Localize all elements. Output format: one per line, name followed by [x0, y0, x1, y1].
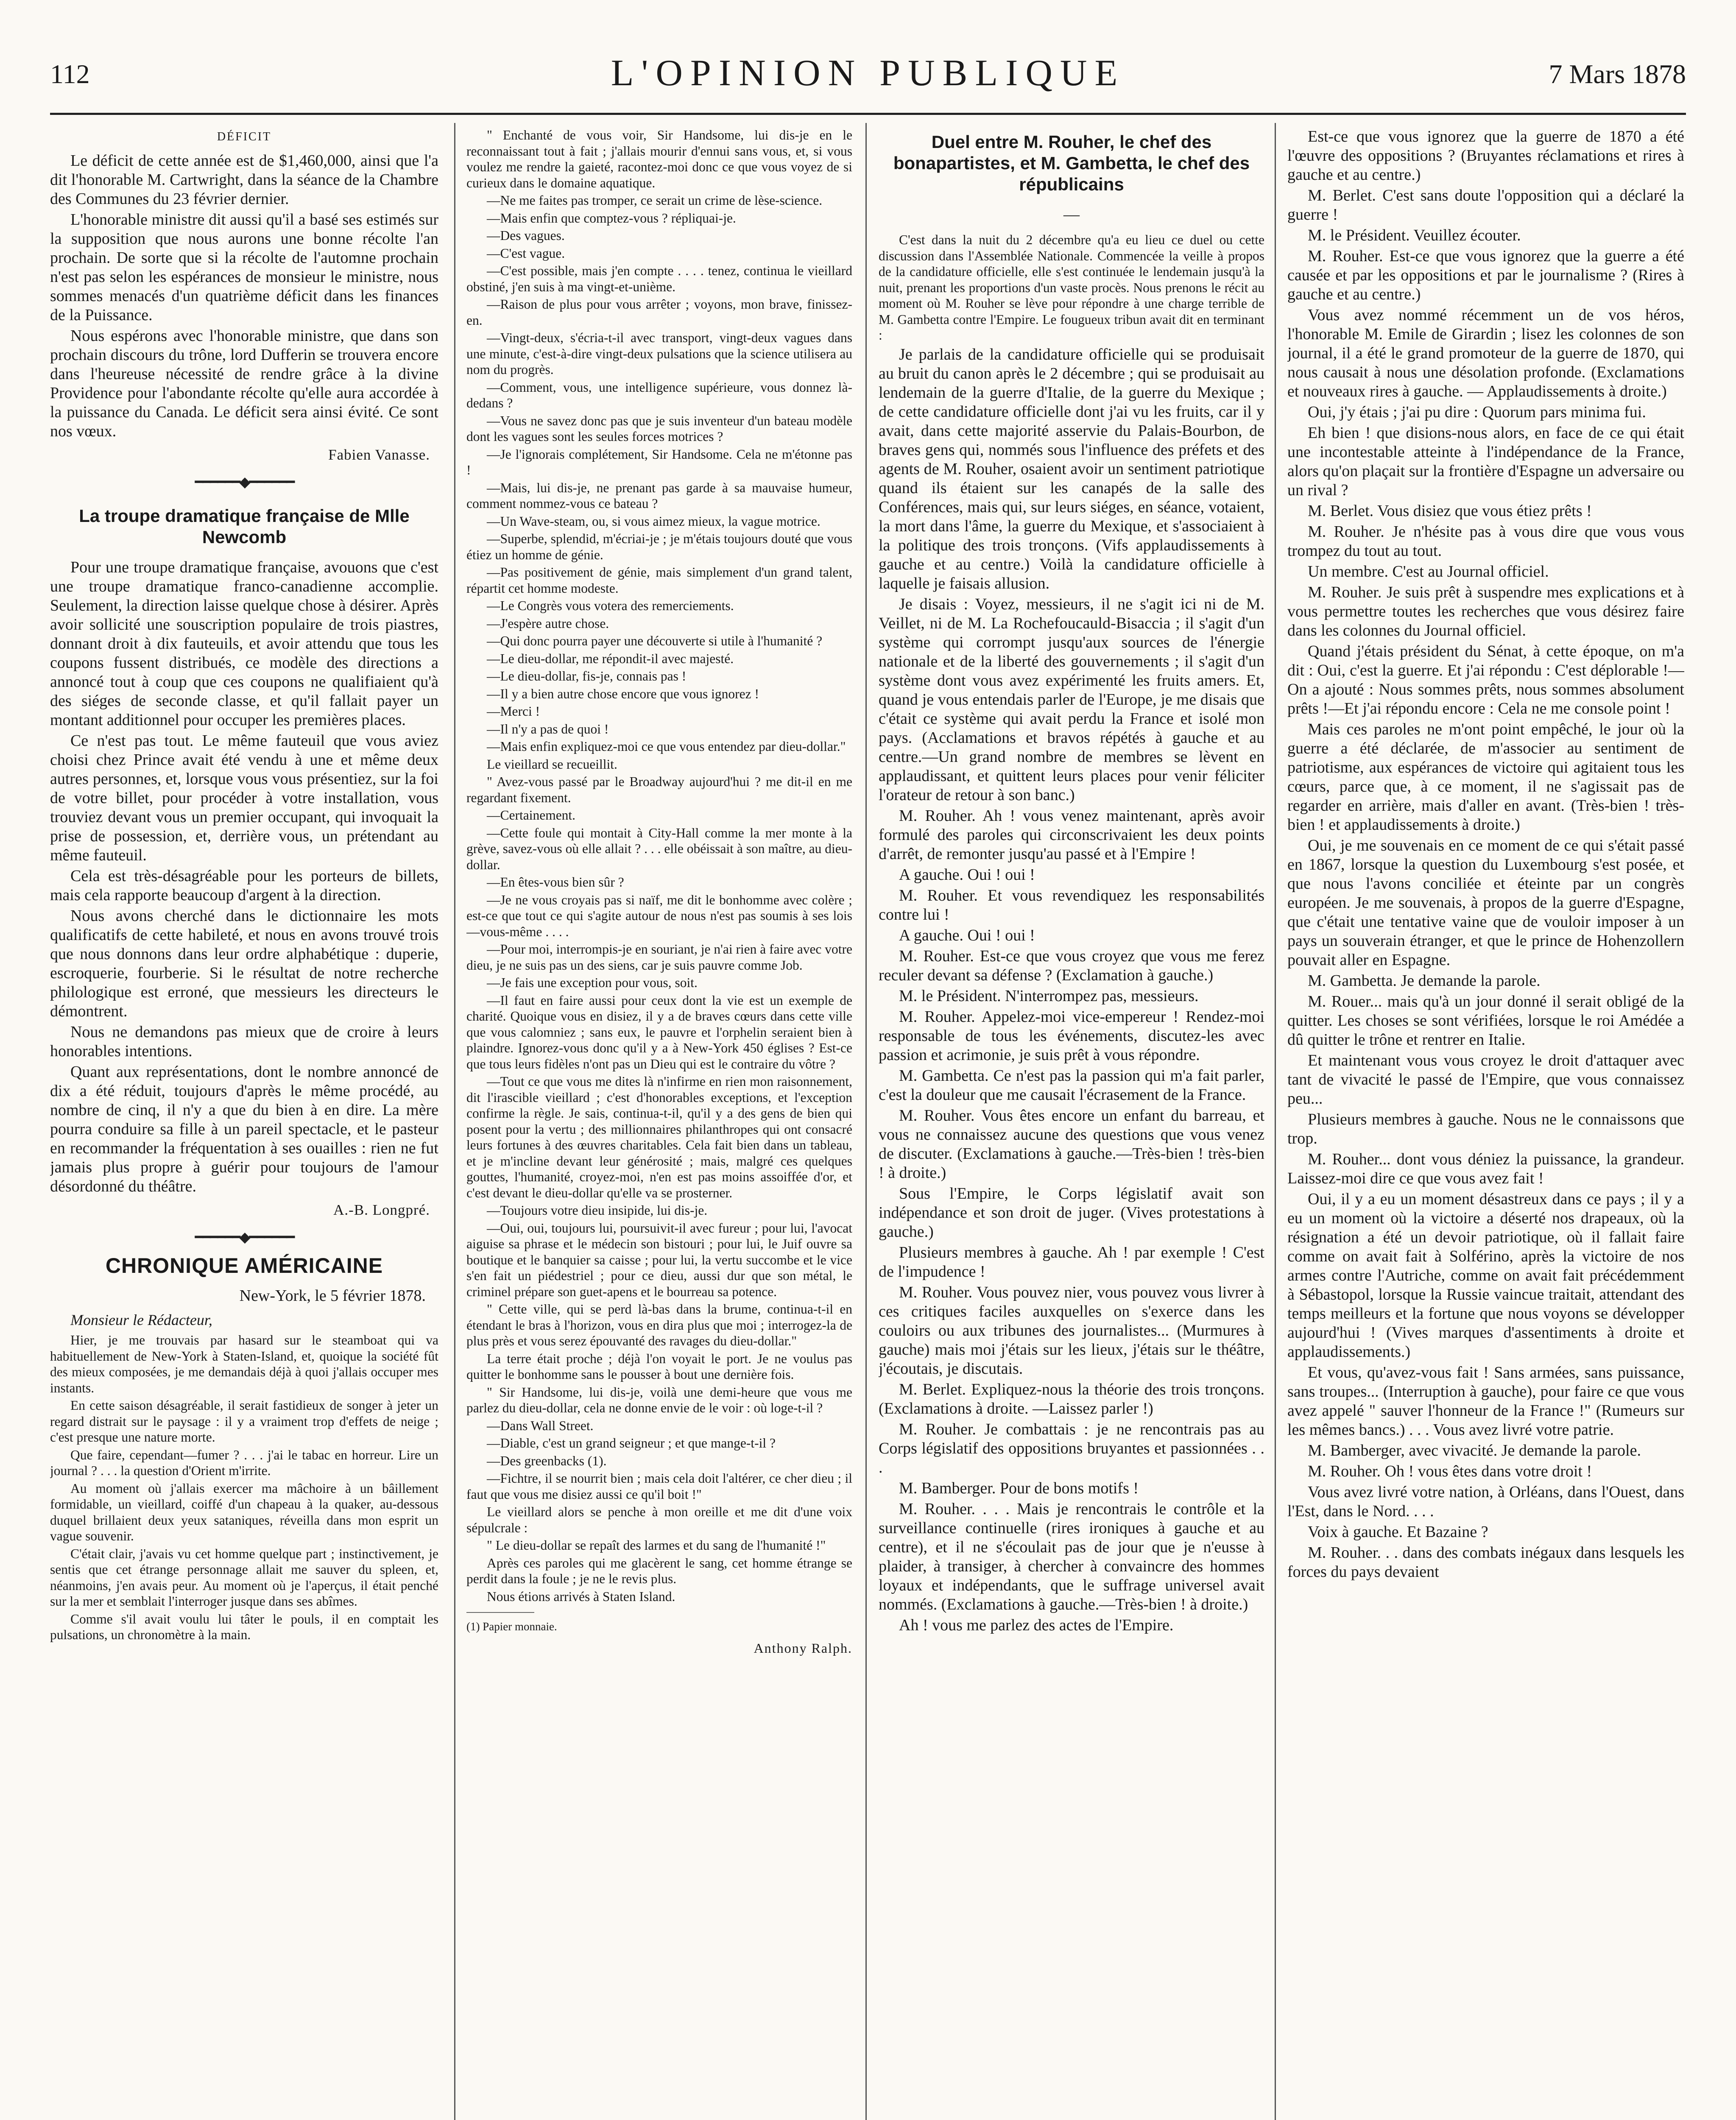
paragraph: " Le dieu-dollar se repaît des larmes et du sang de l'humanité !" [487, 1538, 826, 1553]
paragraph: —Le dieu-dollar, me répondit-il avec majesté. [487, 651, 734, 666]
paragraph: —Des vagues. [487, 228, 565, 243]
masthead [50, 46, 1686, 109]
masthead-rule [50, 113, 1686, 115]
troupe-heading: La troupe dramatique française de Mlle Newcomb [79, 506, 410, 547]
paragraph: M. Rouher. Et vous revendiquez les responsabilités contre lui ! [879, 886, 1264, 923]
paragraph: Le vieillard alors se penche à mon oreille et me dit d'une voix sépulcrale : [466, 1504, 852, 1535]
paragraph: M. Rouher. Je suis prêt à suspendre mes explications et à vous permettre toutes les recherches que vous désirez faire dans les colonnes du Journal officiel. [1287, 583, 1684, 639]
paragraph: —Mais, lui dis-je, ne prenant pas garde à sa mauvaise humeur, comment nommez-vous ce bateau ? [466, 480, 852, 511]
paragraph: M. Berlet. Expliquez-nous la théorie des trois tronçons. (Exclamations à droite. —Laissez parler !) [879, 1380, 1264, 1417]
paragraph: Je disais : Voyez, messieurs, il ne s'agit ici ni de M. Veillet, ni de M. La Rochefoucauld-Bisaccia ; il s'agit d'un système qui corrompt jusqu'aux sources de l'énergie nationale et de la liberté des gouvernements ; il s'agit d'un système dont vous avez expérimenté les fruits amers. Et, quand je vous entendais parler de l'Europe, je me disais que c'était ce système qui avait perdu la France et isolé mon pays. (Acclamations et bravos répétés à gauche et au centre.—Un grand nombre de membres se lèvent en applaudissant, et quittent leurs places pour venir féliciter l'orateur de retour à son banc.) [879, 595, 1264, 804]
paragraph: Nous étions arrivés à Staten Island. [487, 1589, 675, 1604]
paragraph: —Je ne vous croyais pas si naïf, me dit le bonhomme avec colère ; est-ce que tout ce qui s'agite autour de nous n'est pas soumis à ses lois—vous-même . . . . [466, 892, 852, 939]
paragraph: A gauche. Oui ! oui ! [899, 865, 1035, 884]
heading-dash: — [1063, 206, 1080, 223]
paragraph: M. Rouer... mais qu'à un jour donné il serait obligé de la quitter. Les choses se sont vérifiées, lorsque le roi Amédée a dû quitter le trône et rentrer en Italie. [1287, 993, 1684, 1049]
paragraph: —Ne me faites pas tromper, ce serait un crime de lèse-science. [487, 193, 823, 208]
paragraph: M. Rouher. . . . Mais je rencontrais le contrôle et la surveillance continuelle (rires ironiques à gauche et au centre), et il ne s'écoulait pas de jour que je n'eusse à plaider, à transiger, à chercher à convaincre des hommes loyaux et indépendants, que le suffrage universel avait nommés. (Exclamations à gauche.—Très-bien ! à droite.) [879, 1500, 1264, 1613]
paragraph: En cette saison désagréable, il serait fastidieux de songer à jeter un regard distrait sur le paysage : il y a vraiment trop d'effets de neige ; c'est presque une nature morte. [50, 1398, 438, 1445]
paragraph: C'est dans la nuit du 2 décembre qu'a eu lieu ce duel ou cette discussion dans l'Assemblée Nationale. Commencée la veille à propos de la candidature officielle, elle s'est continuée le lendemain jusqu'à la nuit, prenant les proportions d'un vaste procès. Nous prenons le récit au moment où M. Rouher se lève pour répondre à une charge terrible de M. Gambetta contre l'Empire. Le fougueux tribun avait dit en terminant : [879, 232, 1264, 343]
paragraph: M. Rouher. . . dans des combats inégaux dans lesquels les forces du pays devaient [1287, 1544, 1684, 1581]
footnote: (1) Papier monnaie. [466, 1612, 534, 1636]
paragraph: M. Rouher. Je n'hésite pas à vous dire que vous vous trompez du tout au tout. [1287, 523, 1684, 560]
paragraph: A gauche. Oui ! oui ! [899, 926, 1035, 944]
column-separator [454, 123, 455, 2120]
issue-date: 7 Mars 1878 [1549, 59, 1686, 89]
paragraph: Nous avons cherché dans le dictionnaire les mots qualificatifs de cette habileté, et nous en avons trouvé trois que nous donnons dans leur ordre alphabétique : duperie, escroquerie, fourberie. Si le résultat de notre recherche philologique est erroné, que messieurs les directeurs le démontrent. [50, 907, 438, 1020]
deficit-signature: Fabien Vanasse. [328, 446, 430, 463]
paragraph: —Dans Wall Street. [487, 1418, 594, 1433]
paragraph: Et vous, qu'avez-vous fait ! Sans armées, sans puissance, sans troupes... (Interruption à gauche), pour faire ce que vous avez appelé " sauver l'honneur de la France !" (Rumeurs sur les mêmes bancs.) . . . Vous avez livré votre patrie. [1287, 1364, 1684, 1439]
paragraph: —Il n'y a pas de quoi ! [487, 721, 609, 736]
paragraph: —En êtes-vous bien sûr ? [487, 875, 624, 890]
paragraph: —Vous ne savez donc pas que je suis inventeur d'un bateau modèle dont les vagues sont les seules forces motrices ? [466, 413, 852, 444]
paragraph: M. Bamberger. Pour de bons motifs ! [899, 1479, 1139, 1497]
paragraph: M. Rouher. Ah ! vous venez maintenant, après avoir formulé des paroles qui circonscrivaient les deux points d'arrêt, de remonter jusqu'au passé et à l'Empire ! [879, 806, 1264, 863]
paragraph: C'était clair, j'avais vu cet homme quelque part ; instinctivement, je sentis que cet étrange personnage allait me sauver du spleen, et, néanmoins, j'en avais peur. Au moment où je l'aperçus, il était penché sur la mer et semblait l'interroger jusque dans ses abîmes. [50, 1546, 438, 1609]
paragraph: —Tout ce que vous me dites là n'infirme en rien mon raisonnement, dit l'irascible vieillard ; c'est d'honorables exceptions, et l'exception confirme la règle. Je sais, continua-t-il, qu'il y a des gens de bien qui posent pour la vertu ; des millionnaires philanthropes qui ont consacré leurs fortunes à des œuvres charitables. Cela fait bien dans un tableau, et je m'incline devant leur générosité ; mais, malgré ces quelques gouttes, l'humanité, croyez-moi, n'en est pas moins assoiffée d'or, et c'est devant le dieu-dollar qu'elle va se prosterner. [466, 1074, 852, 1200]
paragraph: —C'est possible, mais j'en compte . . . . tenez, continua le vieillard obstiné, j'en suis à ma vingt-et-unième. [466, 263, 852, 294]
paragraph: M. Berlet. C'est sans doute l'opposition qui a déclaré la guerre ! [1287, 187, 1684, 223]
chronique-signature: Anthony Ralph. [754, 1640, 852, 1656]
paragraph: M. Rouher. Appelez-moi vice-empereur ! Rendez-moi responsable de tous les événements, discutez-les avec passion et acrimonie, je suis prêt à vous répondre. [879, 1007, 1264, 1064]
paragraph: —J'espère autre chose. [487, 616, 609, 631]
paragraph: Vous avez nommé récemment un de vos héros, l'honorable M. Emile de Girardin ; lisez les colonnes de son journal, il a été le grand promoteur de la guerre de 1870, qui nous causait à nous une désolation profonde. (Exclamations et nouveaux rires à gauche. — Applaudissements à droite.) [1287, 306, 1684, 400]
paragraph: —Comment, vous, une intelligence supérieure, vous donnez là-dedans ? [466, 379, 852, 410]
paragraph: Est-ce que vous ignorez que la guerre de 1870 a été l'œuvre des oppositions ? (Bruyantes réclamations et rires à gauche et au centre.) [1287, 128, 1684, 184]
paragraph: —Toujours votre dieu insipide, lui dis-je. [487, 1203, 708, 1218]
paragraph: —Certainement. [487, 808, 576, 823]
column-separator [1275, 123, 1276, 2120]
paragraph: M. Bamberger, avec vivacité. Je demande la parole. [1308, 1442, 1641, 1459]
paragraph: Eh bien ! que disions-nous alors, en face de ce qui était une incontestable atteinte à l'indépendance de la France, alors qu'on plaçait sur la frontière d'Espagne un adversaire ou un rival ? [1287, 424, 1684, 499]
paragraph: M. Rouher. Est-ce que vous croyez que vous me ferez reculer devant sa défense ? (Exclamation à gauche.) [879, 947, 1264, 984]
column-4 [1287, 127, 1684, 2120]
paragraph: —Mais enfin que comptez-vous ? répliquai-je. [487, 210, 736, 226]
paragraph: " Enchanté de vous voir, Sir Handsome, lui dis-je en le reconnaissant tout à fait ; j'allais mourir d'ennui sans vous, et, si vous voulez me rendre la gaieté, racontez-moi donc ce que vous voyez de si curieux dans le domaine aquatique. [466, 128, 852, 190]
paragraph: —Le Congrès vous votera des remerciements. [487, 598, 734, 613]
paragraph: M. Gambetta. Je demande la parole. [1308, 972, 1541, 990]
paragraph: Que faire, cependant—fumer ? . . . j'ai le tabac en horreur. Lire un journal ? . . . la question d'Orient m'irrite. [50, 1447, 438, 1478]
paragraph: —Vingt-deux, s'écria-t-il avec transport, vingt-deux vagues dans une minute, c'est-à-dire vingt-deux pulsations que la science utilisera au nom du progrès. [466, 330, 852, 377]
newspaper-title: L'OPINION PUBLIQUE [611, 53, 1125, 94]
paragraph: —Fichtre, il se nourrit bien ; mais cela doit l'altérer, ce cher dieu ; il faut que vous me disiez aussi ce qu'il boit !" [466, 1471, 852, 1502]
paragraph: —Mais enfin expliquez-moi ce que vous entendez par dieu-dollar." [487, 739, 846, 754]
paragraph: —Diable, c'est un grand seigneur ; et que mange-t-il ? [487, 1436, 776, 1451]
paragraph: —Je fais une exception pour vous, soit. [487, 975, 698, 990]
paragraph: —Un Wave-steam, ou, si vous aimez mieux, la vague motrice. [487, 513, 821, 529]
paragraph: Oui, il y a eu un moment désastreux dans ce pays ; il y a eu un moment où la victoire a déserté nos drapeaux, où la résignation a été un devoir patriotique, où il fallait faire comme on avait fait à Solférino, après la victoire de nos armes contre l'Autriche, comme on avait fait précédemment à Sébastopol, lorsque la Russie vaincue traitait, attendant des temps meilleurs et la fortune que nous voyons se développer aujourd'hui ! (Vives marques d'assentiments à droite et applaudissements.) [1287, 1190, 1684, 1361]
paragraph: —C'est vague. [487, 245, 565, 261]
column-separator [865, 123, 867, 2120]
paragraph: Quand j'étais président du Sénat, à cette époque, on m'a dit : Oui, c'est la guerre. Et j'ai répondu : C'est déplorable !—On a ajouté : Nous sommes prêts, nous sommes absolument prêts !—Et j'ai répondu encore : Cela ne me console point ! [1287, 642, 1684, 717]
paragraph: —Cette foule qui montait à City-Hall comme la mer monte à la grève, savez-vous où elle allait ? . . . elle obéissait à son maître, au dieu-dollar. [466, 825, 852, 872]
paragraph: Ah ! vous me parlez des actes de l'Empire. [899, 1616, 1174, 1634]
page-number: 112 [50, 59, 90, 89]
paragraph: Ce n'est pas tout. Le même fauteuil que vous aviez choisi chez Prince avait été vendu à une et même deux autres personnes, et, lorsque vous vous présentiez, sur la foi de votre billet, pour procéder à votre installation, vous trouviez devant vous un premier occupant, qui invoquait la prise de possession, et, derrière vous, un prétendant au même fauteuil. [50, 732, 438, 864]
duel-heading: Duel entre M. Rouher, le chef des bonapartistes, et M. Gambetta, le chef des républicains [893, 132, 1250, 194]
paragraph: Et maintenant vous vous croyez le droit d'attaquer avec tant de vivacité le passé de l'Empire, que vous connaissez peu... [1287, 1052, 1684, 1107]
paragraph: M. Rouher. Vous pouvez nier, vous pouvez vous livrer à ces critiques faciles auxquelles on s'exerce dans les couloirs ou aux tribunes des journalistes... (Murmures à gauche) mais moi j'étais sur les lieux, j'étais sur le théâtre, j'écoutais, je discutais. [879, 1283, 1264, 1378]
paragraph: L'honorable ministre dit aussi qu'il a basé ses estimés sur la supposition que nous aurons une bonne récolte l'an prochain. De sorte que si la récolte de l'automne prochain n'est pas selon les espérances de monsieur le ministre, nous sommes menacés d'un quatrième déficit dans les finances de la Puissance. [50, 211, 438, 324]
paragraph: Quant aux représentations, dont le nombre annoncé de dix a été réduit, toujours d'après le même procédé, au nombre de cinq, il n'y a que du bien à en dire. La mère pourra conduire sa fille à un pareil spectacle, et le pasteur en recommander la fréquentation à ses ouailles : rien ne fut jamais plus propre à guérir pour toujours de l'amour désordonné du théâtre. [50, 1063, 438, 1195]
paragraph: —Raison de plus pour vous arrêter ; voyons, mon brave, finissez-en. [466, 297, 852, 328]
paragraph: —Le dieu-dollar, fis-je, connais pas ! [487, 669, 687, 683]
chronique-dateline: New-York, le 5 février 1878. [239, 1287, 426, 1305]
paragraph: —Des greenbacks (1). [487, 1453, 607, 1468]
chronique-heading: CHRONIQUE AMÉRICAINE [105, 1254, 383, 1278]
paragraph: M. Rouher... dont vous déniez la puissance, la grandeur. Laissez-moi dire ce que vous avez fait ! [1287, 1150, 1684, 1187]
paragraph: Comme s'il avait voulu lui tâter le pouls, il en comptait les pulsations, un chronomètre à la main. [50, 1611, 438, 1642]
deficit-heading: DÉFICIT [217, 130, 272, 143]
paragraph: Pour une troupe dramatique française, avouons que c'est une troupe dramatique franco-canadienne accomplie. Seulement, la direction laisse quelque chose à désirer. Après avoir sollicité une souscription populaire de trois piastres, donnant droit à dix fauteuils, et avoir attendu que tous les coupons fussent distribués, ce modèle des directions a annoncé tout à coup que ces coupons ne qualifiaient qu'à des siéges de seconde classe, et qu'il fallait payer un montant additionnel pour occuper les premières places. [50, 558, 438, 729]
paragraph: M. Rouher. Je combattais : je ne rencontrais pas au Corps législatif des oppositions bruyantes et passionnées . . . [879, 1420, 1264, 1476]
paragraph: Après ces paroles qui me glacèrent le sang, cet homme étrange se perdit dans la foule ; je ne le revis plus. [466, 1555, 852, 1586]
paragraph: " Sir Handsome, lui dis-je, voilà une demi-heure que vous me parlez du dieu-dollar, cela ne donne envie de le voir : où loge-t-il ? [466, 1384, 852, 1415]
paragraph: Le déficit de cette année est de $1,460,000, ainsi que l'a dit l'honorable M. Cartwright, dans la séance de la Chambre des Communes du 23 février dernier. [50, 152, 438, 208]
paragraph: Cela est très-désagréable pour les porteurs de billets, mais cela rapporte beaucoup d'argent à la direction. [50, 867, 438, 904]
paragraph: —Il y a bien autre chose encore que vous ignorez ! [487, 686, 759, 701]
column-3 [879, 127, 1264, 2120]
paragraph: Plusieurs membres à gauche. Ah ! par exemple ! C'est de l'impudence ! [879, 1243, 1264, 1280]
paragraph: M. le Président. N'interrompez pas, messieurs. [899, 987, 1199, 1005]
paragraph: Voix à gauche. Et Bazaine ? [1308, 1523, 1488, 1541]
paragraph: M. Gambetta. Ce n'est pas la passion qui m'a fait parler, c'est la douleur que me causait l'écrasement de la France. [879, 1066, 1264, 1104]
ornament-divider: ━━━━━━◆━━━━━━ [195, 1230, 294, 1245]
paragraph: Je parlais de la candidature officielle qui se produisait au bruit du canon après le 2 décembre ; qui se produisait au lendemain de la guerre d'Italie, de la guerre du Mexique ; de cette candidature officielle dont j'ai vu les fruits, car il y avait, dans cette majorité asservie du Palais-Bourbon, de braves gens qui, nommés sous l'influence des préfets et des agents de M. Rouher, osaient avoir un sentiment patriotique quand ils étaient sur les canapés de la salle des Conférences, mais qui, sur leurs siéges, en séance, votaient, la mort dans l'âme, la guerre du Mexique, et s'associaient à la politique des trois tronçons. (Vifs applaudissements à gauche et au centre.) Voilà la candidature officielle à laquelle je faisais allusion. [879, 345, 1264, 592]
paragraph: M. Rouher. Est-ce que vous ignorez que la guerre a été causée et par les oppositions et par le journalisme ? (Rires à gauche et au centre.) [1287, 247, 1684, 303]
paragraph: —Superbe, splendid, m'écriai-je ; je m'étais toujours douté que vous étiez un homme de génie. [466, 531, 852, 562]
paragraph: Un membre. C'est au Journal officiel. [1308, 563, 1549, 580]
paragraph: —Pas positivement de génie, mais simplement d'un grand talent, répartit cet homme modeste. [466, 565, 852, 596]
paragraph: M. le Président. Veuillez écouter. [1308, 226, 1521, 244]
paragraph: —Pour moi, interrompis-je en souriant, je n'ai rien à faire avec votre dieu, je ne suis pas un des siens, car je suis pauvre comme Job. [466, 942, 852, 973]
paragraph: Hier, je me trouvais par hasard sur le steamboat qui va habituellement de New-York à Staten-Island, et, quoique la société fût des mieux composées, je me demandais déjà à quoi j'allais occuper mes instants. [50, 1333, 438, 1395]
column-1 [50, 127, 438, 2120]
paragraph: Nous ne demandons pas mieux que de croire à leurs honorables intentions. [50, 1023, 438, 1060]
paragraph: —Je l'ignorais complétement, Sir Handsome. Cela ne m'étonne pas ! [466, 446, 852, 477]
paragraph: La terre était proche ; déjà l'on voyait le port. Je ne voulus pas quitter le bonhomme sans le pousser à bout une dernière fois. [466, 1351, 852, 1382]
column-2 [466, 127, 852, 2120]
paragraph: Au moment où j'allais exercer ma mâchoire à un bâillement formidable, un vieillard, coiffé d'un chapeau à la quaker, au-dessous duquel brillaient deux yeux sataniques, réveilla dans mon esprit un vague souvenir. [50, 1481, 438, 1543]
paragraph: M. Rouher. Oh ! vous êtes dans votre droit ! [1308, 1462, 1592, 1480]
paragraph: Vous avez livré votre nation, à Orléans, dans l'Ouest, dans l'Est, dans le Nord. . . . [1287, 1483, 1684, 1520]
troupe-signature: A.-B. Longpré. [333, 1202, 430, 1218]
paragraph: Oui, je me souvenais en ce moment de ce qui s'était passé en 1867, lorsque la question du Luxembourg s'est posée, et que nous l'avons conciliée et éteinte par un congrès européen. Je me souvenais, à propos de la guerre d'Espagne, que c'était une tentative vaine que de vouloir imposer à un pays un souverain étranger, et que le prince de Hohenzollern pouvait aller en Espagne. [1287, 837, 1684, 969]
paragraph: Nous espérons avec l'honorable ministre, que dans son prochain discours du trône, lord Dufferin se trouvera encore dans l'heureuse nécessité de rendre grâce à la divine Providence pour l'abondante récolte qu'elle aura accordée à la puissance du Canada. Le déficit sera ainsi évité. Ce sont nos vœux. [50, 327, 438, 440]
paragraph: —Oui, oui, toujours lui, poursuivit-il avec fureur ; pour lui, l'avocat aiguise sa phrase et le médecin son bistouri ; pour lui, le Juif ouvre sa boutique et le banquier sa caisse ; pour lui, la vertu succombe et le vice s'en fait un piédestriel ; pour ce dieu, aussi dur que son métal, le criminel prépare son guet-apens et le bourreau sa potence. [466, 1220, 852, 1299]
paragraph: " Avez-vous passé par le Broadway aujourd'hui ? me dit-il en me regardant fixement. [466, 774, 852, 805]
paragraph: Sous l'Empire, le Corps législatif avait son indépendance et son droit de juger. (Vives protestations à gauche.) [879, 1184, 1264, 1241]
paragraph: —Qui donc pourra payer une découverte si utile à l'humanité ? [487, 633, 823, 648]
paragraph: Oui, j'y étais ; j'ai pu dire : Quorum pars minima fui. [1308, 403, 1646, 421]
paragraph: Mais ces paroles ne m'ont point empêché, le jour où la guerre a été déclarée, de m'associer au sentiment de patriotisme, aux espérances de victoire qui agitaient tous les cœurs, parce que, à ce moment, il ne s'agissait pas de regarder en arrière, mais d'aller en avant. (Très-bien ! très-bien ! et applaudissements à droite.) [1287, 720, 1684, 834]
paragraph: —Il faut en faire aussi pour ceux dont la vie est un exemple de charité. Quoique vous en disiez, il y a de braves cœurs dans cette ville que vous calomniez ; sans eux, le pauvre et l'orphelin seraient bien à plaindre. Ignorez-vous donc qu'il y a à New-York 450 églises ? Est-ce que tous leurs fidèles n'ont pas un Dieu qui est le contraire du vôtre ? [466, 993, 852, 1071]
paragraph: Le vieillard se recueillit. [487, 756, 617, 772]
ornament-divider: ━━━━━━◆━━━━━━ [195, 474, 294, 490]
paragraph: M. Berlet. Vous disiez que vous étiez prêts ! [1308, 502, 1592, 520]
chronique-salutation: Monsieur le Rédacteur, [70, 1311, 212, 1328]
paragraph: M. Rouher. Vous êtes encore un enfant du barreau, et vous ne connaissez aucune des questions que vous venez de discuter. (Exclamations à gauche.—Très-bien ! très-bien ! à droite.) [879, 1106, 1264, 1182]
paragraph: " Cette ville, qui se perd là-bas dans la brume, continua-t-il en étendant le bras à l'horizon, vous en dira plus que moi ; interrogez-la de plus près et vous serez épouvanté des ravages du dieu-dollar." [466, 1302, 852, 1348]
paragraph: —Merci ! [487, 704, 540, 719]
paragraph: Plusieurs membres à gauche. Nous ne le connaissons que trop. [1287, 1110, 1684, 1147]
